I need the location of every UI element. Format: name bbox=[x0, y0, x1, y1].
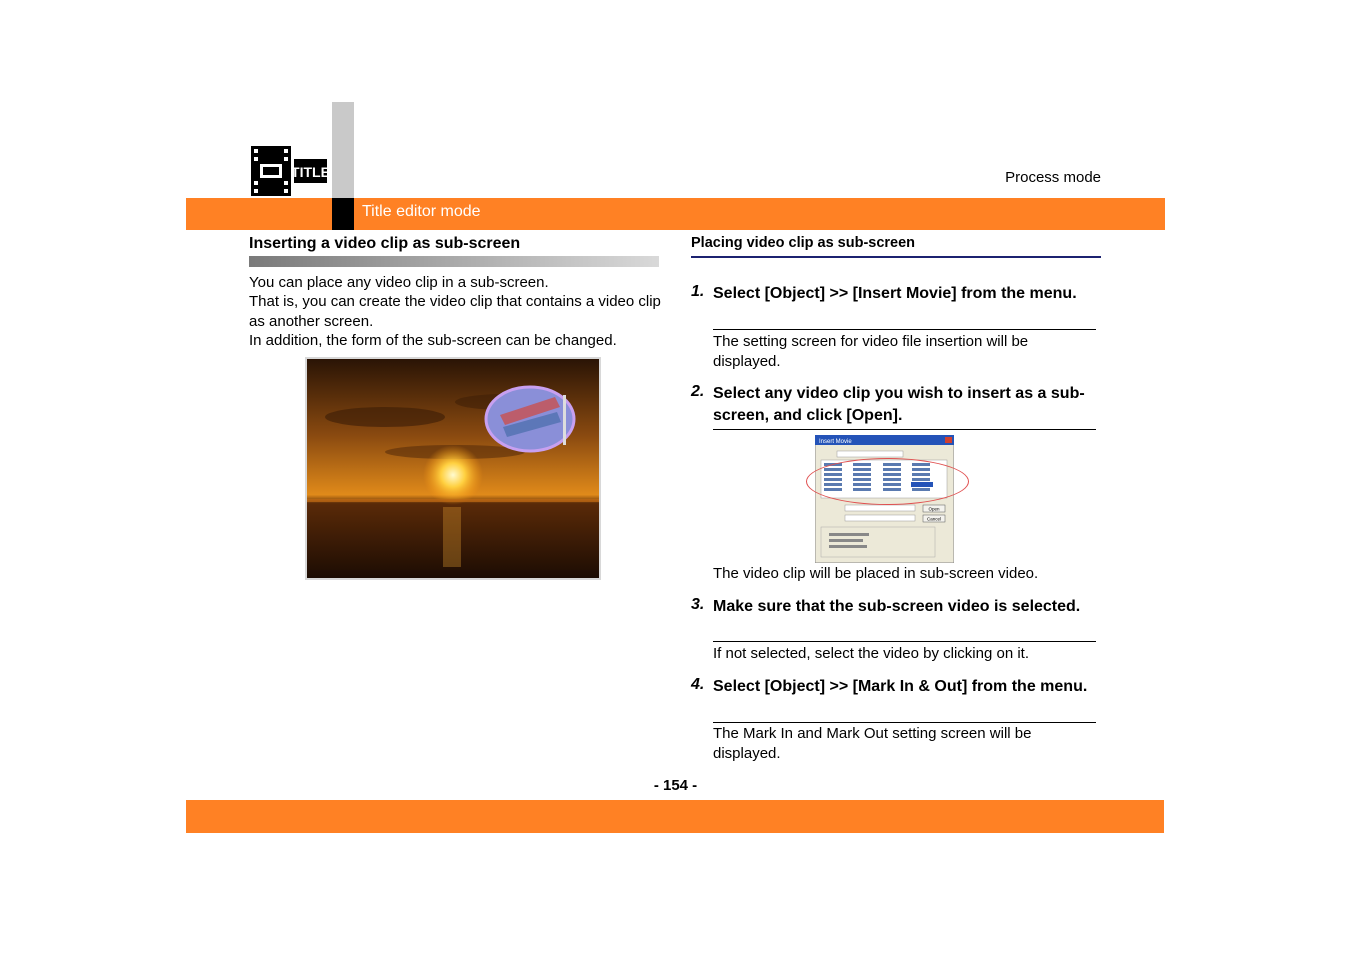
procedure-title: Placing video clip as sub-screen bbox=[691, 235, 916, 251]
intro-paragraph: You can place any video clip in a sub-screen. bbox=[249, 274, 549, 291]
step-number: 4. bbox=[691, 676, 705, 693]
step-4 bbox=[691, 676, 1101, 766]
step-heading: Make sure that the sub-screen video is selected. bbox=[713, 598, 1081, 615]
process-mode-label: Process mode bbox=[1005, 169, 1101, 186]
logo-text: TITLE bbox=[291, 164, 328, 180]
intro-text bbox=[249, 273, 669, 350]
procedure-underline bbox=[691, 256, 1101, 258]
intro-paragraph: In addition, the form of the sub-screen can be changed. bbox=[249, 331, 617, 349]
sunset-screenshot-image bbox=[305, 357, 601, 580]
step-3 bbox=[691, 596, 1101, 666]
dialog-title: Insert Movie bbox=[819, 439, 852, 445]
header-bar-tab bbox=[332, 198, 354, 230]
highlight-circle bbox=[806, 458, 969, 505]
section-title: Inserting a video clip as sub-screen bbox=[249, 235, 521, 252]
step-rule bbox=[713, 641, 1096, 642]
step-description: If not selected, select the video by clicking on it. bbox=[713, 645, 1030, 662]
step-number: 1. bbox=[691, 283, 705, 300]
step-number: 2. bbox=[691, 383, 705, 400]
header-gray-tab bbox=[332, 102, 354, 198]
step-description: The setting screen for video file insertion will be displayed. bbox=[713, 333, 1029, 370]
dialog-cancel-button: Cancel bbox=[926, 516, 942, 522]
page-number: - 154 - bbox=[653, 777, 698, 794]
section-underline bbox=[249, 256, 659, 267]
step-number: 3. bbox=[691, 596, 705, 613]
step-rule bbox=[713, 722, 1096, 723]
mode-title: Title editor mode bbox=[362, 203, 481, 220]
intro-paragraph: That is, you can create the video clip that contains a video clip as another screen. bbox=[249, 293, 661, 330]
step-description: The video clip will be placed in sub-screen video. bbox=[713, 565, 1039, 582]
step-rule bbox=[713, 329, 1096, 330]
step-description: The Mark In and Mark Out setting screen will be displayed. bbox=[713, 725, 1032, 762]
step-rule bbox=[713, 429, 1096, 430]
footer-bar bbox=[186, 800, 1164, 833]
step-1 bbox=[691, 283, 1101, 373]
step-heading: Select [Object] >> [Insert Movie] from the menu. bbox=[713, 285, 1077, 302]
step-heading: Select [Object] >> [Mark In & Out] from the menu. bbox=[713, 678, 1088, 695]
step-heading: Select any video clip you wish to insert as a sub-screen, and click [Open]. bbox=[713, 385, 1085, 424]
title-mode-icon bbox=[250, 145, 328, 202]
dialog-open-button: Open bbox=[928, 506, 940, 512]
